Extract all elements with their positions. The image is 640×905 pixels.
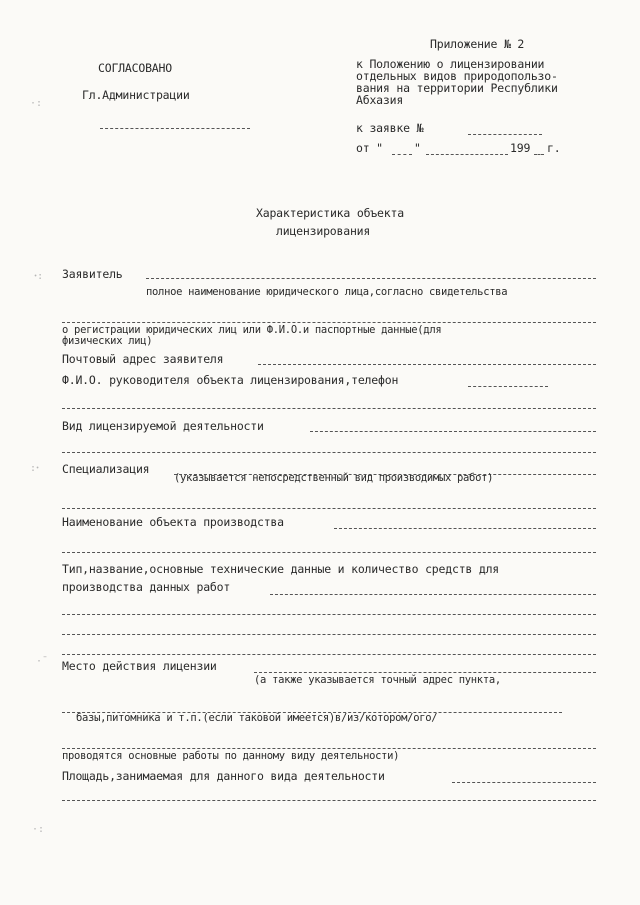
approved-label: СОГЛАСОВАНО xyxy=(98,61,172,75)
license-place-hint-2: базы,питомника и т.п.(если таковой имеется)в/из/котором/ого/ xyxy=(76,712,438,724)
date-year: 199 xyxy=(510,141,531,155)
specialization-line-2 xyxy=(62,508,596,509)
head-name-line-2 xyxy=(62,408,596,409)
license-place-line xyxy=(254,672,596,673)
activity-type-line-2 xyxy=(62,452,596,453)
license-place-line-3 xyxy=(62,748,596,749)
activity-type-label: Вид лицензируемой деятельности xyxy=(62,419,264,433)
appendix-desc-line1: к Положению о лицензировании xyxy=(356,57,545,71)
applicant-hint: полное наименование юридического лица,согласно свидетельства xyxy=(146,286,508,298)
admin-label: Гл.Администрации xyxy=(82,88,190,102)
scan-speck: :ꞏ xyxy=(30,463,40,474)
object-name-label: Наименование объекта производства xyxy=(62,515,284,529)
activity-type-line xyxy=(310,431,596,432)
date-month-line xyxy=(426,154,508,155)
applicant-hint-2: о регистрации юридических лиц или Ф.И.О.и паспортные данные(для xyxy=(62,324,442,336)
scan-speck: ·̄ xyxy=(36,656,43,667)
equipment-line xyxy=(270,594,596,595)
application-no-line xyxy=(468,134,542,135)
license-place-hint: (а также указывается точный адрес пункта, xyxy=(254,674,501,686)
specialization-label: Специализация xyxy=(62,462,150,476)
appendix-desc-line4: Абхазия xyxy=(356,93,404,107)
postal-address-label: Почтовый адрес заявителя xyxy=(62,352,224,366)
specialization-hint: (указывается непосредственный вид производимых работ) xyxy=(174,472,494,484)
area-line-2 xyxy=(62,800,596,801)
admin-signature-line xyxy=(100,128,250,129)
object-name-line xyxy=(334,528,596,529)
date-prefix: от " xyxy=(356,141,383,155)
applicant-line xyxy=(146,278,596,279)
applicant-label: Заявитель xyxy=(62,267,123,281)
date-mid: " xyxy=(414,141,421,155)
scan-speck: ·: xyxy=(32,824,45,835)
applicant-line-2 xyxy=(62,322,596,323)
license-place-label: Место действия лицензии xyxy=(62,659,217,673)
appendix-label: Приложение № 2 xyxy=(430,37,525,51)
application-no-label: к заявке № xyxy=(356,121,424,135)
equipment-line-4 xyxy=(62,654,596,655)
date-suffix: г. xyxy=(547,141,561,155)
equipment-line-2 xyxy=(62,614,596,615)
appendix-desc-line2: отдельных видов природопользо- xyxy=(356,69,558,83)
applicant-hint-3: физических лиц) xyxy=(62,335,153,347)
title-line2: лицензирования xyxy=(276,224,371,238)
appendix-desc-line3: вания на территории Республики xyxy=(356,81,558,95)
area-label: Площадь,занимаемая для данного вида деятельности xyxy=(62,769,385,783)
area-line xyxy=(452,782,596,783)
head-name-label: Ф.И.О. руководителя объекта лицензирования,телефон xyxy=(62,373,399,387)
scan-speck: ꞏ: xyxy=(34,271,44,282)
scan-speck: ·: xyxy=(30,98,43,109)
license-place-hint-3: проводятся основные работы по данному виду деятельности) xyxy=(62,750,400,762)
title-line1: Характеристика объекта xyxy=(256,206,404,220)
equipment-label-2: производства данных работ xyxy=(62,580,231,594)
date-year-line xyxy=(534,154,544,155)
head-name-line xyxy=(468,386,548,387)
object-name-line-2 xyxy=(62,552,596,553)
equipment-label: Тип,название,основные технические данные и количество средств для xyxy=(62,562,500,576)
date-day-line xyxy=(392,154,412,155)
postal-address-line xyxy=(258,364,596,365)
equipment-line-3 xyxy=(62,634,596,635)
